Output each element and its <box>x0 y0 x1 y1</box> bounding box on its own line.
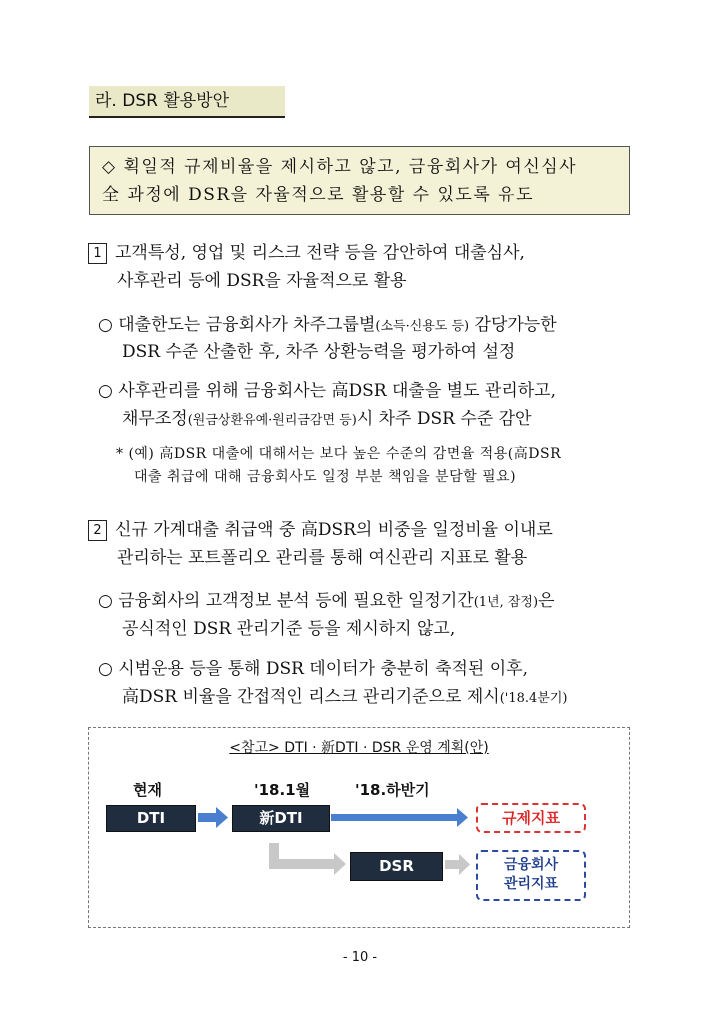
summary-box <box>89 146 630 215</box>
item2-bullet2-line-1: ○ 시범운용 등을 통해 DSR 데이터가 충분히 축적된 이후, <box>98 659 528 679</box>
label-2018-h2: '18.하반기 <box>355 781 430 799</box>
reference-title: <참고> DTI · 新DTI · DSR 운영 계획(안) <box>229 740 489 756</box>
item2-bullet2-line-2: 高DSR 비율을 간접적인 리스크 관리기준으로 제시('18.4분기) <box>122 687 568 707</box>
item2-bullet1-line-2: 공식적인 DSR 관리기준 등을 제시하지 않고, <box>122 619 456 639</box>
item1-note-line-2: 대출 취급에 대해 금융회사도 일정 부분 책임을 분담할 필요) <box>134 469 517 485</box>
new-dti-box: 新DTI <box>232 805 330 832</box>
arrow-dti-to-newdti <box>198 807 228 828</box>
item2-number: 2 <box>88 520 107 541</box>
item1-line-2: 사후관리 등에 DSR을 자율적으로 활용 <box>117 271 407 291</box>
page-number: - 10 - <box>342 950 378 965</box>
label-2018-jan: '18.1월 <box>254 781 311 799</box>
item1-note-line-1: * (예) 高DSR 대출에 대해서는 보다 높은 수준의 감면율 적용(高DSR <box>116 446 562 462</box>
item1-bullet1-line-2: DSR 수준 산출한 후, 차주 상환능력을 평가하여 설정 <box>122 342 516 362</box>
label-current: 현재 <box>133 781 162 799</box>
regulation-indicator-box: 규제지표 <box>476 803 586 833</box>
item2-text-1: 신규 가계대출 취급액 중 高DSR의 비중을 일정비율 이내로 <box>115 520 553 540</box>
management-line-2: 관리지표 <box>503 876 559 892</box>
section-title: 라. DSR 활용방안 <box>89 86 285 118</box>
item1-line-1 <box>88 238 525 264</box>
item2-line-2: 관리하는 포트폴리오 관리를 통해 여신관리 지표로 활용 <box>117 548 528 568</box>
item1-number: 1 <box>88 243 107 264</box>
item2-bullet1-line-1: ○ 금융회사의 고객정보 분석 등에 필요한 일정기간(1년, 잠정)은 <box>98 591 555 611</box>
item1-bullet2-line-2: 채무조정(원금상환유예·원리금감면 등)시 차주 DSR 수준 감안 <box>122 409 532 429</box>
summary-line-1: ◇ 획일적 규제비율을 제시하고 않고, 금융회사가 여신심사 <box>102 157 578 177</box>
item2-line-1 <box>88 515 553 541</box>
management-line-1: 금융회사 <box>503 857 559 873</box>
item1-text-1: 고객특성, 영업 및 리스크 전략 등을 감안하여 대출심사, <box>115 243 525 263</box>
arrow-newdti-to-regulation <box>331 808 468 827</box>
dsr-box: DSR <box>350 852 443 881</box>
arrow-newdti-to-dsr <box>269 843 346 875</box>
dti-box: DTI <box>106 805 196 832</box>
management-indicator-box <box>476 850 586 901</box>
summary-line-2: 全 과정에 DSR을 자율적으로 활용할 수 있도록 유도 <box>102 185 534 205</box>
item1-bullet2-line-1: ○ 사후관리를 위해 금융회사는 高DSR 대출을 별도 관리하고, <box>98 381 557 401</box>
item1-bullet1-line-1: ○ 대출한도는 금융회사가 차주그룹별(소득·신용도 등) 감당가능한 <box>98 315 557 335</box>
arrow-dsr-to-management <box>445 854 470 875</box>
